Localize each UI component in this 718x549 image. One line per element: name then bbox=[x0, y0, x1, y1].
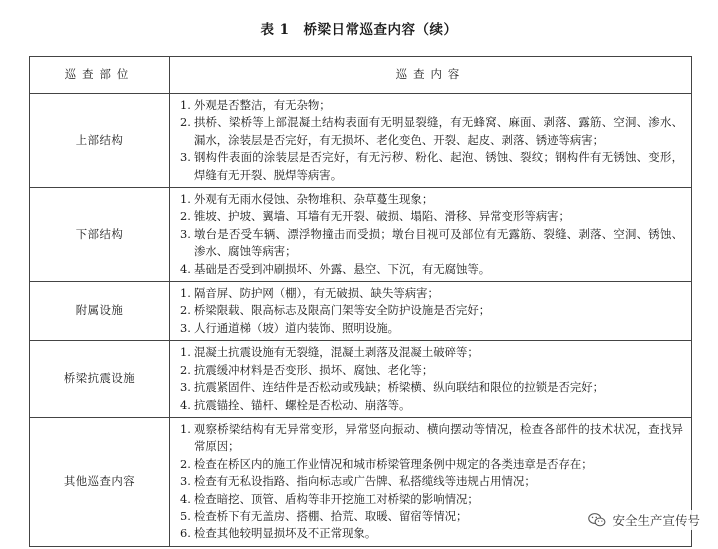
row-content bbox=[170, 282, 692, 341]
row-content bbox=[170, 188, 692, 282]
item-text: 检查有无私设指路、指向标志或广告牌、私搭缆线等违规占用情况； bbox=[194, 474, 536, 489]
row-content bbox=[170, 94, 692, 188]
watermark-text: 安全生产宣传号 bbox=[612, 513, 700, 528]
list-item bbox=[180, 261, 683, 278]
item-text: 基础是否受到冲刷损坏、外露、悬空、下沉，有无腐蚀等。 bbox=[194, 261, 491, 276]
item-text: 钢构件表面的涂装层是否完好，有无污秽、粉化、起泡、锈蚀、裂纹；钢构件有无锈蚀、变形，焊缝有无开裂、脱焊等病害。 bbox=[194, 150, 683, 182]
item-number: 4. bbox=[180, 491, 191, 506]
item-text: 检查暗挖、顶管、盾构等非开挖施工对桥梁的影响情况； bbox=[194, 491, 479, 506]
list-item bbox=[180, 362, 683, 379]
item-text: 抗震紧固件、连结件是否松动或残缺；桥梁横、纵向联结和限位的拉锁是否完好； bbox=[194, 380, 605, 395]
list-item bbox=[180, 191, 683, 208]
item-number: 2. bbox=[180, 303, 191, 318]
list-item bbox=[180, 344, 683, 361]
item-text: 墩台是否受车辆、漂浮物撞击而受损；墩台目视可及部位有无露筋、裂缝、剥落、空洞、锈蚀、渗水、腐蚀等病害； bbox=[194, 226, 683, 259]
item-text: 桥梁限载、限高标志及限高门架等安全防护设施是否完好； bbox=[194, 303, 491, 318]
item-number: 3. bbox=[180, 380, 191, 395]
wechat-icon bbox=[588, 512, 606, 528]
item-text: 外观有无雨水侵蚀、杂物堆积、杂草蔓生现象； bbox=[194, 192, 434, 207]
item-number: 1. bbox=[180, 286, 191, 301]
content-list bbox=[180, 344, 683, 414]
table-body bbox=[30, 94, 692, 547]
row-part: 附属设施 bbox=[30, 282, 170, 341]
item-text: 观察桥梁结构有无异常变形，异常竖向振动、横向摆动等情况，检查各部件的技术状况，查找异常原因； bbox=[194, 421, 683, 454]
item-text: 检查其他较明显损坏及不正常现象。 bbox=[194, 526, 377, 541]
list-item bbox=[180, 421, 683, 456]
row-content bbox=[170, 341, 692, 418]
table-row bbox=[30, 94, 692, 188]
list-item bbox=[180, 397, 683, 414]
list-item bbox=[180, 456, 683, 473]
table-row bbox=[30, 341, 692, 418]
header-content: 巡查内容 bbox=[170, 57, 692, 94]
table-row bbox=[30, 282, 692, 341]
content-list bbox=[180, 285, 683, 337]
inspection-table bbox=[29, 56, 692, 547]
row-part: 桥梁抗震设施 bbox=[30, 341, 170, 418]
table-title-text: 桥梁日常巡查内容（续） bbox=[303, 22, 458, 38]
item-text: 检查桥下有无盖房、搭棚、拾荒、取暖、留宿等情况； bbox=[194, 508, 468, 523]
list-item bbox=[180, 302, 683, 319]
item-number: 6. bbox=[180, 526, 191, 541]
item-number: 2. bbox=[180, 456, 191, 471]
item-number: 5. bbox=[180, 508, 191, 523]
list-item bbox=[180, 379, 683, 396]
header-row bbox=[30, 57, 692, 94]
item-text: 抗震锚拴、锚杆、螺栓是否松动、崩落等。 bbox=[194, 397, 411, 412]
item-text: 人行通道梯（坡）道内装饰、照明设施。 bbox=[194, 320, 400, 335]
header-part: 巡查部位 bbox=[30, 57, 170, 94]
list-item bbox=[180, 149, 683, 184]
item-number: 4. bbox=[180, 397, 191, 412]
table-number: 表 1 bbox=[260, 22, 290, 38]
content-list bbox=[180, 97, 683, 184]
item-number: 1. bbox=[180, 345, 191, 360]
table-row bbox=[30, 188, 692, 282]
list-item bbox=[180, 285, 683, 302]
item-text: 隔音屏、防护网（棚），有无破损、缺失等病害； bbox=[194, 286, 439, 301]
list-item bbox=[180, 208, 683, 225]
item-number: 3. bbox=[180, 474, 191, 489]
list-item bbox=[180, 226, 683, 261]
item-number: 3. bbox=[180, 320, 191, 335]
list-item bbox=[180, 491, 683, 508]
watermark bbox=[584, 510, 702, 530]
list-item bbox=[180, 97, 683, 114]
item-number: 4. bbox=[180, 261, 191, 276]
item-text: 混凝土抗震设施有无裂缝，混凝土剥落及混凝土破碎等； bbox=[194, 345, 479, 360]
row-part: 下部结构 bbox=[30, 188, 170, 282]
item-text: 抗震缓冲材料是否变形、损坏、腐蚀、老化等； bbox=[194, 362, 434, 377]
item-number: 1. bbox=[180, 98, 191, 112]
item-text: 锥坡、护坡、翼墙、耳墙有无开裂、破损、塌陷、滑移、异常变形等病害； bbox=[194, 209, 570, 224]
list-item bbox=[180, 473, 683, 490]
row-part: 其他巡查内容 bbox=[30, 417, 170, 546]
list-item bbox=[180, 320, 683, 337]
item-number: 2. bbox=[180, 115, 191, 130]
item-number: 3. bbox=[180, 226, 191, 241]
item-number: 1. bbox=[180, 421, 191, 436]
item-number: 2. bbox=[180, 209, 191, 224]
item-number: 1. bbox=[180, 192, 191, 207]
table-title bbox=[0, 18, 718, 38]
item-text: 外观是否整洁，有无杂物； bbox=[194, 98, 331, 112]
row-part: 上部结构 bbox=[30, 94, 170, 188]
list-item bbox=[180, 114, 683, 149]
item-number: 2. bbox=[180, 362, 191, 377]
content-list bbox=[180, 191, 683, 278]
item-text: 拱桥、梁桥等上部混凝土结构表面有无明显裂缝，有无蜂窝、麻面、剥落、露筋、空洞、渗水、漏水，涂装层是否完好，有无损坏、老化变色、开裂、起皮、剥落、锈迹等病害； bbox=[194, 115, 683, 147]
item-number: 3. bbox=[180, 150, 191, 165]
item-text: 检查在桥区内的施工作业情况和城市桥梁管理条例中规定的各类违章是否存在； bbox=[194, 456, 593, 471]
